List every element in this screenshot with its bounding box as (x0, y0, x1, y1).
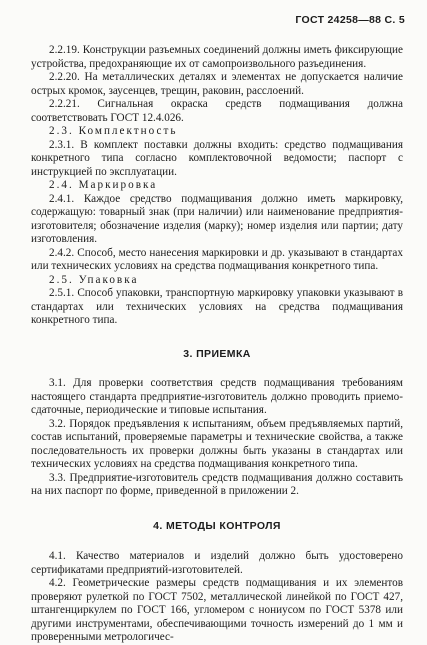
paragraph-2-3-1: 2.3.1. В комплект поставки должны входить: средство подмащивания конкретного типа согласно комплектовочной ведомости; паспорт с инструкцией по эксплуатации. (31, 138, 403, 178)
paragraph-2-4-2: 2.4.2. Способ, место нанесения маркировки и др. указывают в стандартах или технических условиях на средства подмащивания конкретного типа. (31, 246, 403, 272)
document-body (31, 44, 403, 645)
paragraph-4-1: 4.1. Качество материалов и изделий должно быть удостоверено сертификатами предприятий-изготовителей. (31, 550, 403, 576)
paragraph-3-1: 3.1. Для проверки соответствия средств подмащивания требованиям настоящего стандарта предприятие-изготовитель должно проводить приемо-сдаточные, периодические и типовые испытания. (31, 377, 403, 416)
paragraph-2-5-1: 2.5.1. Способ упаковки, транспортную маркировку упаковки указывают в стандартах или технических условиях на средства подмащивания конкретного типа. (31, 287, 403, 326)
subsection-heading-2-5: 2.5. Упаковка (49, 273, 139, 286)
paragraph-2-2-21: 2.2.21. Сигнальная окраска средств подмащивания должна соответствовать ГОСТ 12.4.026. (31, 98, 403, 124)
subsection-heading-2-3: 2.3. Комплектность (49, 125, 178, 137)
section-heading-3: 3. ПРИЕМКА (183, 347, 251, 360)
subsection-heading-2-4: 2.4. Маркировка (49, 179, 158, 191)
paragraph-4-2: 4.2. Геометрические размеры средств подмащивания и их элементов проверяют рулеткой по ГОСТ 7502, металлической линейкой по ГОСТ 427, штангенциркулем по ГОСТ 166, угломером с нониусом по ГОСТ 5378 или другими инструментами, обеспечивающими точность измерений до 1 мм и проверенными метрологичес- (31, 577, 403, 643)
section-heading-4: 4. МЕТОДЫ КОНТРОЛЯ (153, 519, 281, 532)
paragraph-3-2: 3.2. Порядок предъявления к испытаниям, объем предъявляемых партий, состав испытаний, проверяемые параметры и технические свойства, а также последовательность их проверки должны быть указаны в стандартах или технических условиях на средства подмащивания конкретного типа. (31, 417, 403, 470)
paragraph-2-2-19: 2.2.19. Конструкции разъемных соединений должны иметь фиксирующие устройства, предохраняющие их от самопроизвольного разъединения. (31, 44, 403, 70)
paragraph-2-4-1: 2.4.1. Каждое средство подмащивания должно иметь маркировку, содержащую: товарный знак (при наличии) или наименование предприятия-изготовителя; обозначение изделия (марку); номер изделия или партии; дату изготовления. (31, 192, 403, 245)
paragraph-3-3: 3.3. Предприятие-изготовитель средств подмащивания должно составить на них паспорт по форме, приведенной в приложении 2. (31, 471, 403, 497)
page-header: ГОСТ 24258—88 С. 5 (295, 14, 405, 26)
paragraph-2-2-20: 2.2.20. На металлических деталях и элементах не допускается наличие острых кромок, заусенцев, трещин, раковин, расслоений. (31, 71, 403, 97)
